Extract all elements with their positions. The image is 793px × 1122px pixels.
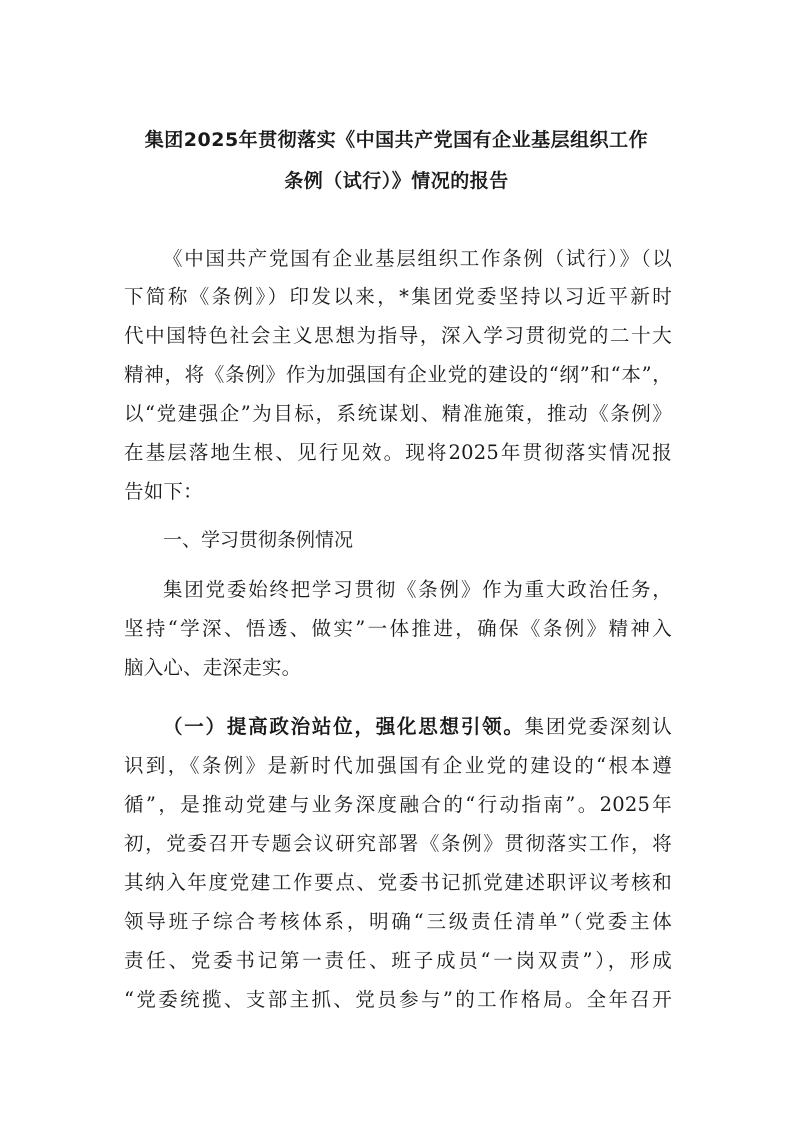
subsection-1-line-5: 其纳入年度党建工作要点、党委书记抓党建述职评议考核和 — [124, 871, 672, 894]
subsection-1-line-2: 识到，《条例》是新时代加强国有企业党的建设的“根本遵 — [124, 754, 672, 777]
section-1-line-2: 坚持“学深、悟透、做实”一体推进，确保《条例》精神入 — [124, 617, 672, 640]
subsection-1-first-line — [163, 711, 672, 739]
intro-line-5: 以“党建强企”为目标，系统谋划、精准施策，推动《条例》 — [124, 402, 672, 425]
section-1-heading: 一、学习贯彻条例情况 — [163, 529, 354, 551]
subsection-1-line-8: “党委统揽、支部主抓、党员参与”的工作格局。全年召开 — [124, 988, 672, 1011]
section-1-line-1: 集团党委始终把学习贯彻《条例》作为重大政治任务， — [163, 578, 672, 601]
intro-line-1: 《中国共产党国有企业基层组织工作条例（试行）》（以 — [163, 247, 672, 270]
intro-line-4: 精神，将《条例》作为加强国有企业党的建设的“纲”和“本”， — [124, 363, 672, 386]
document-title-line-1: 集团2025年贯彻落实《中国共产党国有企业基层组织工作 — [144, 129, 649, 151]
subsection-1-lead: 集团党委深刻认 — [524, 715, 672, 738]
subsection-1-line-6: 领导班子综合考核体系，明确“三级责任清单”（党委主体 — [124, 910, 672, 933]
subsection-1-line-3: 循”，是推动党建与业务深度融合的“行动指南”。2025年 — [124, 793, 672, 816]
section-1-line-3: 脑入心、走深走实。 — [124, 656, 302, 679]
subsection-1-heading: （一）提高政治站位，强化思想引领。 — [163, 715, 525, 738]
intro-line-7: 告如下： — [124, 480, 203, 503]
intro-line-3: 代中国特色社会主义思想为指导，深入学习贯彻党的二十大 — [124, 324, 672, 347]
intro-line-2: 下简称《条例》）印发以来，*集团党委坚持以习近平新时 — [124, 285, 672, 308]
intro-line-6: 在基层落地生根、见行见效。现将2025年贯彻落实情况报 — [124, 441, 672, 464]
document-title-line-2: 条例（试行）》情况的报告 — [284, 170, 509, 192]
subsection-1-line-7: 责任、党委书记第一责任、班子成员“一岗双责”），形成 — [124, 949, 672, 972]
subsection-1-line-4: 初，党委召开专题会议研究部署《条例》贯彻落实工作，将 — [124, 832, 672, 855]
